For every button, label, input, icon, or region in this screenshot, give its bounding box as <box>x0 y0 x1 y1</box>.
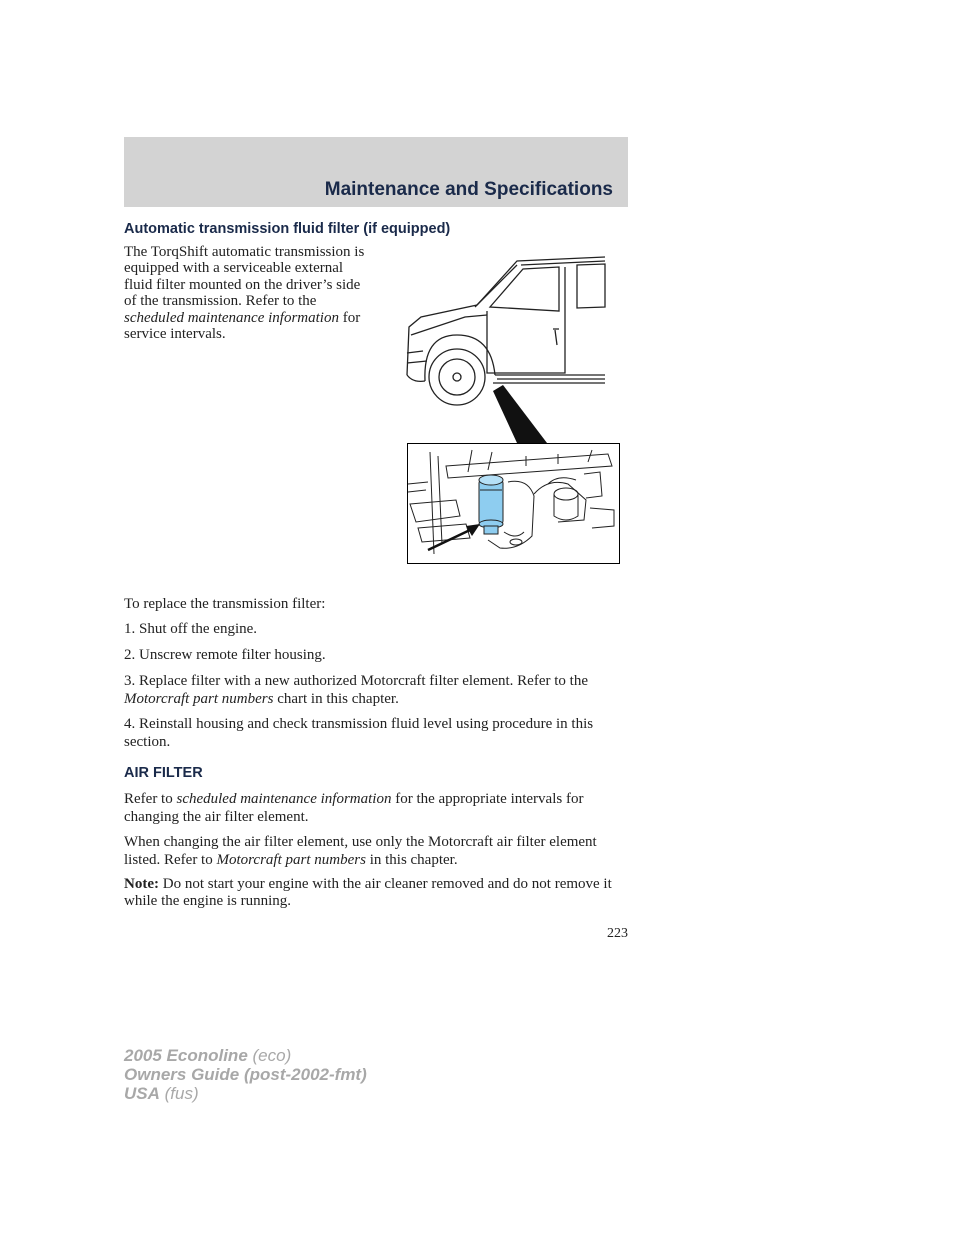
footer-model: 2005 Econoline <box>124 1046 248 1065</box>
transmission-intro-paragraph <box>124 244 374 342</box>
step-3-italic-reference: Motorcraft part numbers <box>124 691 274 707</box>
steps-lead-text: To replace the transmission filter: <box>124 596 326 612</box>
footer-line-1 <box>124 1046 367 1065</box>
page-number: 223 <box>607 926 628 941</box>
filter-detail-illustration <box>407 443 620 564</box>
pointer-arrow-line <box>428 530 470 550</box>
step-3 <box>124 672 630 708</box>
step-3-text: 3. Replace filter with a new authorized Motorcraft filter element. Refer to the <box>124 673 588 689</box>
air-filter-paragraph-2 <box>124 834 630 869</box>
footer-market: USA <box>124 1084 160 1103</box>
step-2: 2. Unscrew remote filter housing. <box>124 647 326 663</box>
note-label: Note: <box>124 876 159 892</box>
air-p2-italic-reference: Motorcraft part numbers <box>216 851 366 868</box>
air-p1-text: Refer to <box>124 791 177 807</box>
header-band <box>124 137 628 207</box>
note-text: Do not start your engine with the air cleaner removed and do not remove it while the engine is running. <box>124 876 612 909</box>
section-heading-transmission-filter: Automatic transmission fluid filter (if equipped) <box>124 221 451 237</box>
air-filter-paragraph-1 <box>124 791 630 826</box>
section-heading-air-filter: AIR FILTER <box>124 765 203 781</box>
page-title: Maintenance and Specifications <box>324 179 613 200</box>
footer-line-2: Owners Guide (post-2002-fmt) <box>124 1065 367 1084</box>
air-p1-italic-reference: scheduled maintenance information <box>176 791 392 807</box>
van-illustration <box>405 255 607 445</box>
step-4: 4. Reinstall housing and check transmission fluid level using procedure in this section. <box>124 716 594 750</box>
footer-market-code: (fus) <box>159 1084 199 1103</box>
intro-text-end: for service intervals. <box>124 309 361 343</box>
air-p1-text-end: for the appropriate intervals for changing the air filter element. <box>124 791 584 825</box>
intro-italic-reference: scheduled maintenance information <box>124 309 339 326</box>
footer-line-3 <box>124 1084 367 1103</box>
step-3-text-end: chart in this chapter. <box>273 691 399 707</box>
footer-model-code: (eco) <box>247 1046 292 1065</box>
filter-detail-drawing <box>408 444 619 563</box>
air-filter-note <box>124 876 630 909</box>
footer-document-info <box>124 1046 367 1103</box>
air-p2-text: When changing the air filter element, use only the Motorcraft air filter element listed. Refer to <box>124 834 597 868</box>
air-p2-text-end: in this chapter. <box>365 851 458 868</box>
step-1: 1. Shut off the engine. <box>124 621 258 637</box>
intro-text: The TorqShift automatic transmission is equipped with a serviceable external fluid filter mounted on the driver’s side of the transmission. Refer to the <box>124 244 365 310</box>
